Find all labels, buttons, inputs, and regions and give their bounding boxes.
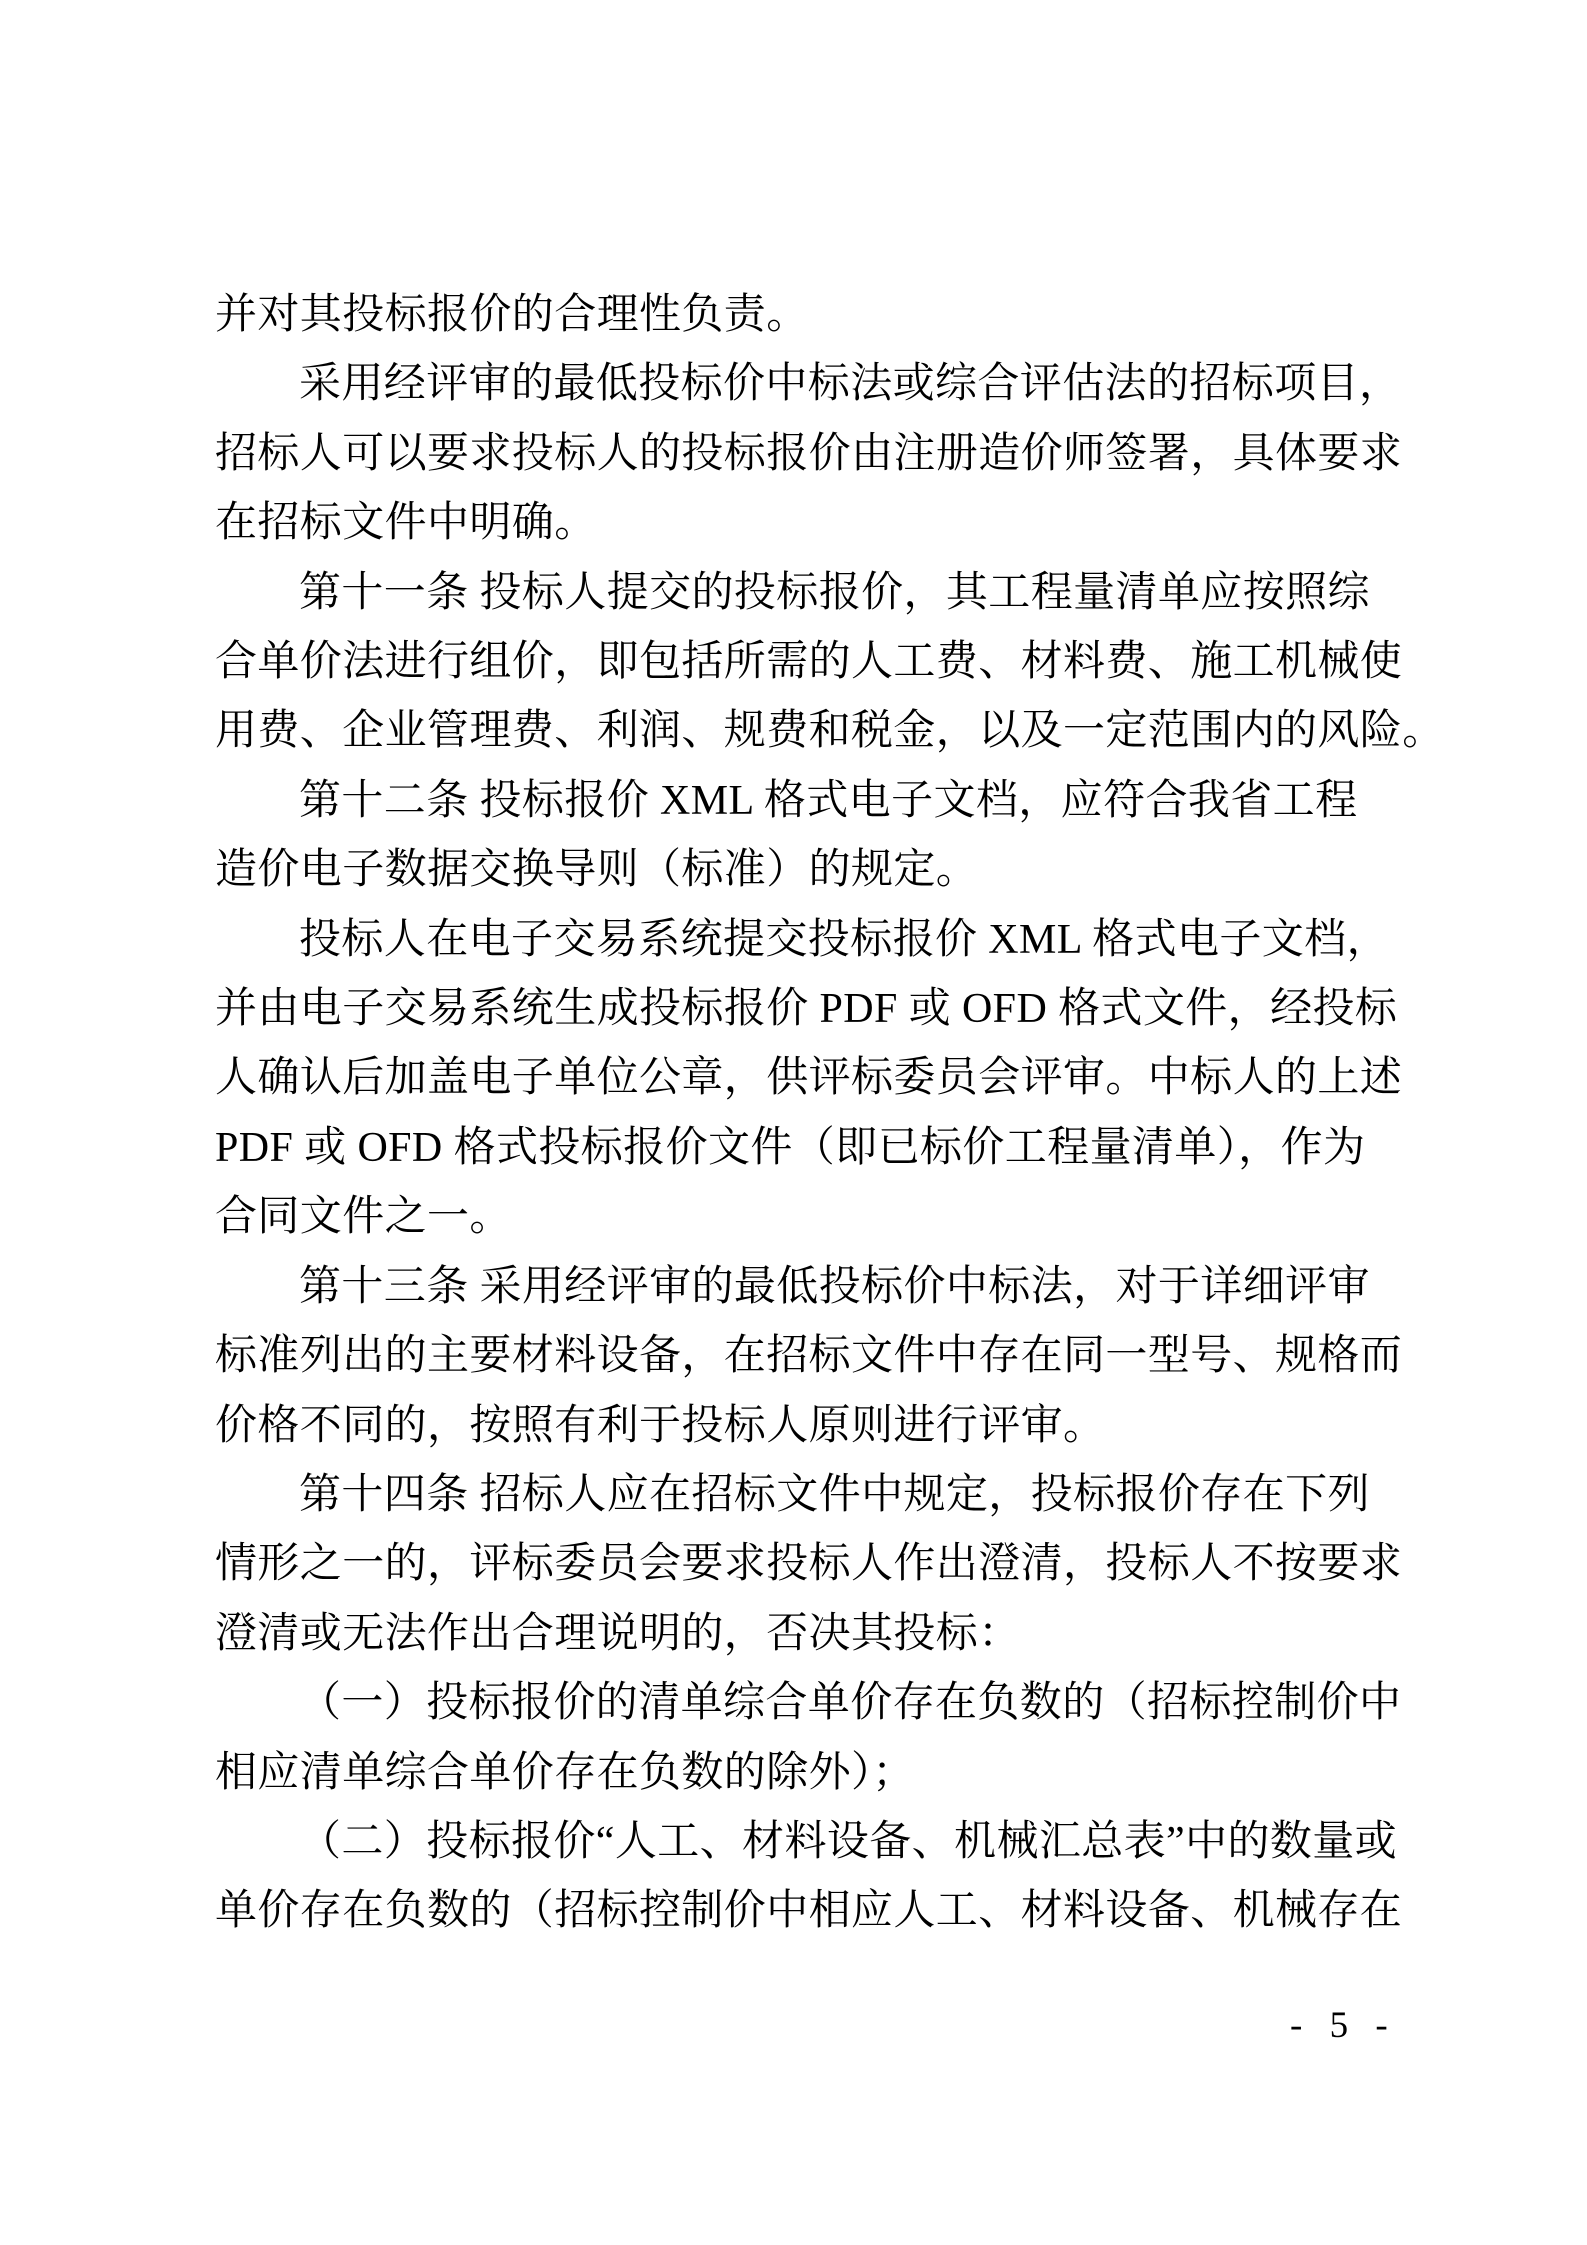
text-line: 情形之一的，评标委员会要求投标人作出澄清，投标人不按要求	[215, 1541, 1403, 1588]
text-line: 第十二条 投标报价 XML 格式电子文档，应符合我省工程	[299, 777, 1358, 824]
text-line: 投标人在电子交易系统提交投标报价 XML 格式电子文档，	[299, 916, 1389, 963]
text-line: 合同文件之一。	[215, 1194, 512, 1241]
text-line: 合单价法进行组价，即包括所需的人工费、材料费、施工机械使	[215, 639, 1403, 686]
text-line: 第十三条 采用经评审的最低投标价中标法，对于详细评审	[299, 1263, 1370, 1310]
text-line: （一）投标报价的清单综合单价存在负数的（招标控制价中	[299, 1680, 1402, 1727]
text-line: 并由电子交易系统生成投标报价 PDF 或 OFD 格式文件，经投标	[215, 986, 1398, 1033]
text-line: 采用经评审的最低投标价中标法或综合评估法的招标项目，	[299, 361, 1402, 408]
text-line: 在招标文件中明确。	[215, 500, 597, 547]
document-body	[215, 281, 1445, 1947]
text-line: 并对其投标报价的合理性负责。	[215, 292, 809, 338]
text-line: 用费、企业管理费、利润、规费和税金，以及一定范围内的风险。	[215, 708, 1445, 755]
text-line: 招标人可以要求投标人的投标报价由注册造价师签署，具体要求	[215, 430, 1403, 477]
text-line: 相应清单综合单价存在负数的除外）；	[215, 1749, 915, 1796]
text-line: （二）投标报价“人工、材料设备、机械汇总表”中的数量或	[299, 1818, 1398, 1865]
text-line: 第十四条 招标人应在招标文件中规定，投标报价存在下列	[299, 1471, 1370, 1518]
text-line: PDF 或 OFD 格式投标报价文件（即已标价工程量清单），作为	[215, 1124, 1366, 1171]
text-line: 造价电子数据交换导则（标准）的规定。	[215, 847, 979, 894]
page-footer	[1290, 2006, 1394, 2046]
text-line: 澄清或无法作出合理说明的，否决其投标：	[215, 1610, 1021, 1657]
text-line: 第十一条 投标人提交的投标报价，其工程量清单应按照综	[299, 569, 1370, 616]
text-line: 单价存在负数的（招标控制价中相应人工、材料设备、机械存在	[215, 1888, 1403, 1935]
text-line: 价格不同的，按照有利于投标人原则进行评审。	[215, 1402, 1106, 1449]
text-line: 人确认后加盖电子单位公章，供评标委员会评审。中标人的上述	[215, 1055, 1403, 1102]
page-number: - 5 -	[1290, 2005, 1394, 2046]
text-line: 标准列出的主要材料设备，在招标文件中存在同一型号、规格而	[215, 1333, 1403, 1380]
